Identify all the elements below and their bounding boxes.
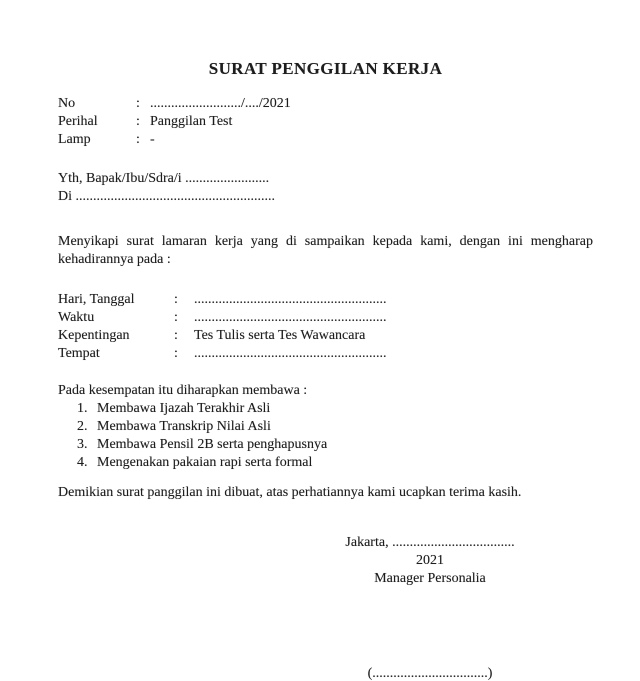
field-value: .......................................................	[194, 346, 387, 361]
list-item-text: Membawa Pensil 2B serta penghapusnya	[97, 437, 328, 452]
list-item-text: Membawa Ijazah Terakhir Asli	[97, 401, 271, 416]
field-label: No	[58, 96, 76, 111]
detail-fields	[58, 291, 593, 363]
bring-intro: Pada kesempatan itu diharapkan membawa :	[58, 383, 308, 398]
field-value: Tes Tulis serta Tes Wawancara	[194, 328, 366, 343]
field-value: -	[150, 132, 155, 147]
list-item	[58, 418, 593, 436]
list-item-text: Mengenakan pakaian rapi serta formal	[97, 455, 313, 470]
field-colon: :	[174, 310, 178, 325]
recipient-line1: Yth, Bapak/Ibu/Sdra/i ........................	[58, 171, 270, 186]
list-item-number: 1.	[77, 401, 88, 416]
header-row-no	[58, 95, 593, 113]
field-label: Perihal	[58, 114, 98, 129]
field-value: .......................................................	[194, 292, 387, 307]
field-value: ........................../..../2021	[150, 96, 291, 111]
field-colon: :	[136, 96, 140, 111]
list-item	[58, 454, 593, 472]
header-fields	[58, 95, 593, 149]
detail-row-waktu	[58, 309, 593, 327]
field-label: Tempat	[58, 346, 100, 361]
field-label: Hari, Tanggal	[58, 292, 135, 307]
opening-paragraph: Menyikapi surat lamaran kerja yang di sampaikan kepada kami, dengan ini mengharap kehadirannya pada :	[58, 234, 593, 267]
detail-row-hari-tanggal	[58, 291, 593, 309]
field-colon: :	[174, 292, 178, 307]
recipient-line2: Di .........................................................	[58, 189, 275, 204]
field-colon: :	[174, 346, 178, 361]
field-value: .......................................................	[194, 310, 387, 325]
field-colon: :	[136, 114, 140, 129]
field-label: Waktu	[58, 310, 95, 325]
field-colon: :	[136, 132, 140, 147]
field-label: Lamp	[58, 132, 91, 147]
signature-role: Manager Personalia	[374, 571, 486, 586]
list-item	[58, 436, 593, 454]
list-item-number: 3.	[77, 437, 88, 452]
list-item-number: 2.	[77, 419, 88, 434]
list-item	[58, 400, 593, 418]
recipient-block	[58, 170, 593, 206]
letter-title: SURAT PENGGILAN KERJA	[208, 59, 443, 78]
field-label: Kepentingan	[58, 328, 130, 343]
signature-name-line: (.................................)	[367, 666, 493, 681]
field-colon: :	[174, 328, 178, 343]
bring-list	[58, 400, 593, 472]
closing-paragraph: Demikian surat panggilan ini dibuat, atas perhatiannya kami ucapkan terima kasih.	[58, 485, 522, 500]
detail-row-kepentingan	[58, 327, 593, 345]
signature-place-date: Jakarta, ................................... 2021	[345, 535, 515, 568]
signature-block	[335, 534, 525, 681]
field-value: Panggilan Test	[150, 114, 233, 129]
detail-row-tempat	[58, 345, 593, 363]
list-item-number: 4.	[77, 455, 88, 470]
header-row-perihal	[58, 113, 593, 131]
list-item-text: Membawa Transkrip Nilai Asli	[97, 419, 271, 434]
header-row-lamp	[58, 131, 593, 149]
